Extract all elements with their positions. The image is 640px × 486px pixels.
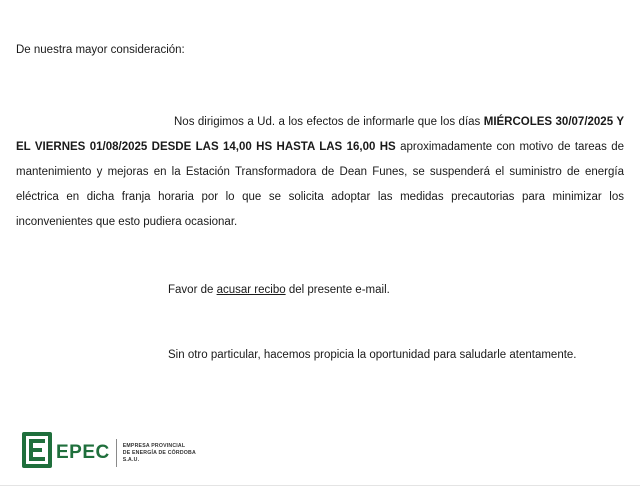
main-rest: aproximadamente con motivo de tareas de mantenimiento y mejoras en la Estación Transformadora de Dean Funes, se suspenderá el suministro de energía eléctrica en dicha franja horaria por lo que se solicita adoptar las medidas precautorias para minimizar los inconvenientes que esto pudiera ocasionar. (16, 141, 624, 228)
greeting: De nuestra mayor consideración: (16, 44, 185, 56)
logo-subtitle-line: EMPRESA PROVINCIAL (122, 442, 186, 449)
logo-subtitle-line: DE ENERGÍA DE CÓRDOBA (122, 449, 196, 456)
ack-underlined: acusar recibo (216, 284, 286, 296)
ack-after: del presente e-mail. (285, 284, 390, 296)
logo-subtitle-line: S.A.U. (122, 456, 140, 463)
main-paragraph (16, 110, 624, 235)
logo-name: EPEC (56, 442, 110, 463)
main-bold-dates: MIÉRCOLES 30/07/2025 Y EL VIERNES 01/08/2025 DESDE LAS 14,00 HS HASTA LAS 16,00 HS (16, 116, 624, 153)
ack-paragraph (168, 284, 390, 296)
logo-subtitle (123, 443, 196, 464)
epec-logo (22, 430, 196, 470)
logo-divider (116, 439, 117, 467)
main-intro: Nos dirigimos a Ud. a los efectos de informarle que los días (174, 116, 484, 128)
ack-before: Favor de (168, 284, 217, 296)
closing-paragraph: Sin otro particular, hacemos propicia la oportunidad para saludarle atentamente. (168, 349, 577, 361)
epec-logo-icon (22, 432, 52, 468)
